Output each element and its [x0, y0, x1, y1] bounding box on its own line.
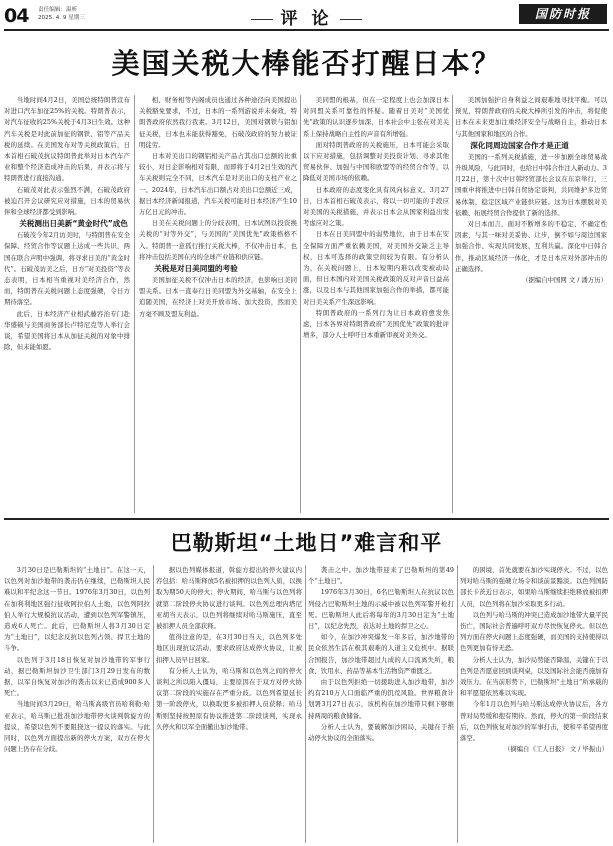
article2-column-1	[4, 565, 150, 843]
masthead	[0, 0, 613, 30]
article1-column-1	[4, 95, 130, 513]
paragraph: 特朗普政府的一系列行为让日本政府愈发焦虑，日本各界对特朗普政府“美国优先”政策的批评增多，部分人士呼吁日本重新审视对美外交。	[303, 308, 449, 340]
article2-column-3	[308, 565, 454, 843]
article1-subhead-2: 关税是对日美同盟的考验	[154, 264, 238, 274]
paragraph: 相、财务相等内阁成员也通过各种途径向美国提出关税豁免要求，不过，日本的一系列游说并未奏效，特朗普政府依然我行我素。3月12日，美国对钢铁与铝加征关税，日本也未能获得豁免，石破茂政府的努力被证明徒劳。	[139, 96, 297, 149]
editor-line: 责任编辑：温析	[38, 7, 78, 13]
article2-headline: 巴勒斯坦“土地日”难言和平	[170, 531, 443, 555]
paragraph: 日美在关税问题上的分歧表明，日本试图以投资换关税的“对等外交”，与美国的“美国优先”政策格格不入。特朗普一意孤行推行关税大棒，不仅冲击日本，也将冲击包括美国在内的全球产业链和供应链。	[139, 219, 297, 261]
article1-subhead-1: 关税测出日美新“黄金时代”成色	[19, 219, 128, 229]
section-label: 评 论	[280, 9, 333, 29]
column-divider	[457, 565, 458, 843]
paragraph: 分析人士认为，要破解加沙困局，关键在于推动停火协议的全面落实。	[308, 722, 454, 743]
paragraph: 美国加强护自身利益之间艰难地寻找平衡。可以预见，特朗普政府的关税大棒所引发的冲击，将促使日本在未来更加注重经济安全与战略自主，推动日本与其他国家和地区的合作。	[455, 96, 607, 138]
section-dash-left	[251, 19, 273, 20]
paragraph: 袭击之中。加沙地带迎来了巴勒斯坦的第49个“土地日”。	[308, 566, 454, 586]
paragraph: 以色列于3月18日恢复对加沙地带的军事行动，据巴勒斯坦加沙卫生部门3月29日发布的数据，以军自恢复对加沙的袭击以来已造成900多人死亡。	[4, 655, 150, 698]
column-divider	[452, 95, 453, 513]
paragraph: 美国加征关税不仅冲击日本的经济，也影响日美同盟关系。日本一直奉行日美同盟为外交基轴，在安全上追随美国，在经济上对美开放市场、加大投资，然而美方毫不顾及盟友利益。	[139, 276, 297, 318]
paragraph: 石破茂今年2月访美时，与特朗普在安全保障、经贸合作等议题上达成一些共识，两国在联合声明中强调，将寻求日美的“黄金时代”。石破茂访美之后，日方“对美投资”等表态表明，日本相当重视对美经济合作，然而，特朗普在关税问题上态度强硬，令日方期待落空。	[4, 231, 130, 307]
article1-column-3	[303, 95, 449, 513]
article1-headline: 美国关税大棒能否打醒日本？	[111, 47, 502, 80]
article1-subhead-3: 深化同周边国家合作才是正道	[470, 140, 569, 150]
paragraph: 美同盟的根基，但在一定程度上也会加深日本对同盟关系可靠性的怀疑。随着日美对“美国优先”政策的认识逐步加深，日本社会中主张在对美关系上保持战略自主性的声音有所增强。	[303, 96, 449, 138]
column-divider	[153, 565, 154, 843]
paragraph: 对日本而言，面对不断增多的不稳定、不确定性因素，与其一味对美妥协、让步，倒不如与周边国家加强合作、实现共同发展、互利共赢。深化中日韩合作，推动区域经济一体化，才是日本应对外部冲击的正确选择。	[455, 220, 607, 273]
article2-column-2	[156, 565, 302, 843]
paragraph: 当地时间4月2日，美国总统特朗普宣布对进口汽车加征25%的关税。特朗普表示，对汽车征收的25%关税于4月3日生效。这种汽车关税是对此前加征的钢铁、铝等产品关税的延续。在美国发布对等关税政策后，日本首相石破茂抗议特朗普此举对日本汽车产业和整个经济造成冲击的后果，并表示将与特朗普进行直接沟通。	[4, 96, 130, 183]
paragraph: 如今，在加沙冲突爆发一年多后，加沙地带的民众依然生活在极其艰难的人道主义危机中。据联合国报告，加沙地带超过九成的人口流离失所，粮食、饮用水、药品等基本生活物资严重匮乏。	[308, 633, 454, 675]
paragraph: 分析人士认为，加沙局势能否降温，关键在于以色列是否愿意回到谈判桌，以及国际社会能否施加有效压力。在当前形势下，巴勒斯坦“土地日”所承载的和平愿望依然难以实现。	[460, 655, 608, 698]
paragraph: 日本政府的态度变化具有风向标意义。3月27日，日本首相石破茂表示，将以一切可能的手段应对美国的关税措施，并表示日本会从国家利益出发考虑应对之策。	[303, 185, 449, 228]
article1-column-4	[455, 95, 607, 513]
column-divider	[305, 565, 306, 843]
paragraph: 由于以色列拒绝一切援助进入加沙地带，加沙约有210万人口面临严重的饥荒风险。世界粮食计划署3月27日表示，该机构在加沙地带只剩下够维持两周的粮食储备。	[308, 678, 454, 720]
paragraph: 的困境，首先就要在加沙实现停火。不过，以色列对哈马斯的强硬立场令和谈前景黯淡。以色列国防部长卡茨近日表示，如果哈马斯继续拒绝释放被扣押人员，以色列将在加沙采取更多行动。	[460, 566, 608, 608]
paragraph: 此后，日本经济产业相武藤容治专门赴华盛顿与美国商务部长卢特尼克等人举行会谈，希望美国将日本从加征关税的对象中排除，但未能如愿。	[4, 309, 130, 352]
masthead-rule	[4, 29, 609, 31]
paragraph: 有分析人士认为，哈马斯和以色列之间的停火谈判之所以陷入僵局，主要原因在于双方对停火协议第二阶段的实施存在严重分歧。以色列希望延长第一阶段停火，以换取更多被扣押人员获释；哈马斯则坚持按照原有协议推进第二阶段谈判，实现永久停火和以军全面撤出加沙地带。	[156, 666, 302, 731]
paragraph: 以色列与哈马斯的冲突已造成加沙地带大量平民伤亡，国际社会普遍呼吁双方尽快恢复停火。但以色列方面在停火问题上态度强硬，而美国的支持使得以色列更加有恃无恐。	[460, 610, 608, 653]
paragraph: 日本在日美同盟中的弱势地位，由于日本在安全保障方面严重依赖美国，对美国外交缺乏主导权，日本可选择的政策空间较为有限。有分析认为，在关税问题上，日本短期内难以改变被动局面，但日本国内对美国关税政策的反对声音日益高涨，以及日本与其他国家加强合作的举措，都可能对日美关系产生深远影响。	[303, 230, 449, 306]
paragraph: 当地时间3月29日，哈马斯高级官员哈利勒·哈亚表示，哈马斯已批准加沙地带停火谈判斡旋方的提议，希望以色列不要阻挠这一提议的落实。与此同时，以色列方面提出新的停火方案，双方在停火问题上仍存在分歧。	[4, 700, 150, 754]
paragraph: 石破茂对此表示强烈不满，石破茂政府被迫召开会议研究应对措施，日本的贸易伙伴和全球经济都受到影响。	[4, 185, 130, 217]
paragraph: 值得注意的是，在3月30日当天，以色列多处地区出现抗议活动，要求政府达成停火协议，让被扣押人员早日回家。	[156, 633, 302, 664]
newspaper-logo: 国防时报	[519, 4, 607, 24]
paragraph: 日本对美出口的钢铝相关产品占其出口总额的比重较小，对日企影响相对有限，而即将于4月2日生效的汽车关税则完全不同，日本汽车是对美出口的支柱产业之一。2024年，日本汽车出口额占对美出口总额近三成，据日本经济新闻报道，汽车关税可能对日本经济产生10万亿日元的冲击。	[139, 152, 297, 217]
page-number: 04	[4, 5, 29, 27]
section-dash-right	[340, 19, 362, 20]
paragraph: 面对特朗普政府的关税施压，日本可能会采取以下应对措施，包括调整对美投资计划、寻求其他贸易伙伴、加强与中国和欧盟等的经贸合作等，以降低对美国市场的依赖。	[303, 140, 449, 183]
paragraph: 1976年3月30日，6名巴勒斯坦人在抗议以色列侵占巴勒斯坦土地的示威中被以色列军警开枪打死。巴勒斯坦人此后将每年的3月30日定为“土地日”，以纪念先烈，表达对土地的捍卫之心。	[308, 588, 454, 631]
paragraph: 3月30日是巴勒斯坦的“土地日”。在这一天，以色列对加沙地带的袭击仍在继续，巴勒斯坦人民难以和平纪念这一节日。1976年3月30日，以色列在加利利地区强行征收阿拉伯人土地，以色列阿拉伯人举行大规模抗议活动，遭到以色列军警镇压，造成6人死亡。此后，巴勒斯坦人将3月30日定为“土地日”，以纪念反抗以色列占领、捍卫土地的斗争。	[4, 566, 150, 653]
article-separator	[4, 518, 609, 520]
article2-byline: （摘编自《工人日报》 文 / 毕振山）	[503, 745, 608, 754]
article1-byline: （据编自中国网 文 / 潘万历）	[522, 276, 607, 285]
column-divider	[300, 95, 301, 513]
paragraph: 美国的一系列关税措施，进一步加剧全球贸易战升级风险，与此同时，也给日中韩合作注入新动力。3月22日，第十次中日韩经贸部长会议在东京举行，三国重申将推进中日韩自贸协定谈判，共同维护多边贸易体制，稳定区域产业链供应链。这为日本摆脱对美依赖、拓展经贸合作提供了新的选择。	[455, 152, 607, 217]
paragraph: 今年1月以色列与哈马斯达成停火协议后，各方曾对局势缓和抱有期待。然而，停火的第一阶段结束后，以色列恢复对加沙的军事打击，使和平希望再度落空。	[460, 700, 608, 743]
article1-column-2	[139, 95, 297, 513]
date-line: 2025. 4. 9 星期三	[38, 15, 86, 21]
article2-column-4	[460, 565, 608, 843]
paragraph: 据以色列媒体报道，斡旋方提出的停火建议内容包括：哈马斯释放5名被扣押的以色列人质，以换取为期50天的停火；停火期间，哈马斯与以色列将就第二阶段停火协议进行谈判。以色列总理内塔尼亚胡当天表示，以色列将继续对哈马斯施压，直至被扣押人员全部获释。	[156, 566, 302, 631]
column-divider	[134, 95, 135, 513]
